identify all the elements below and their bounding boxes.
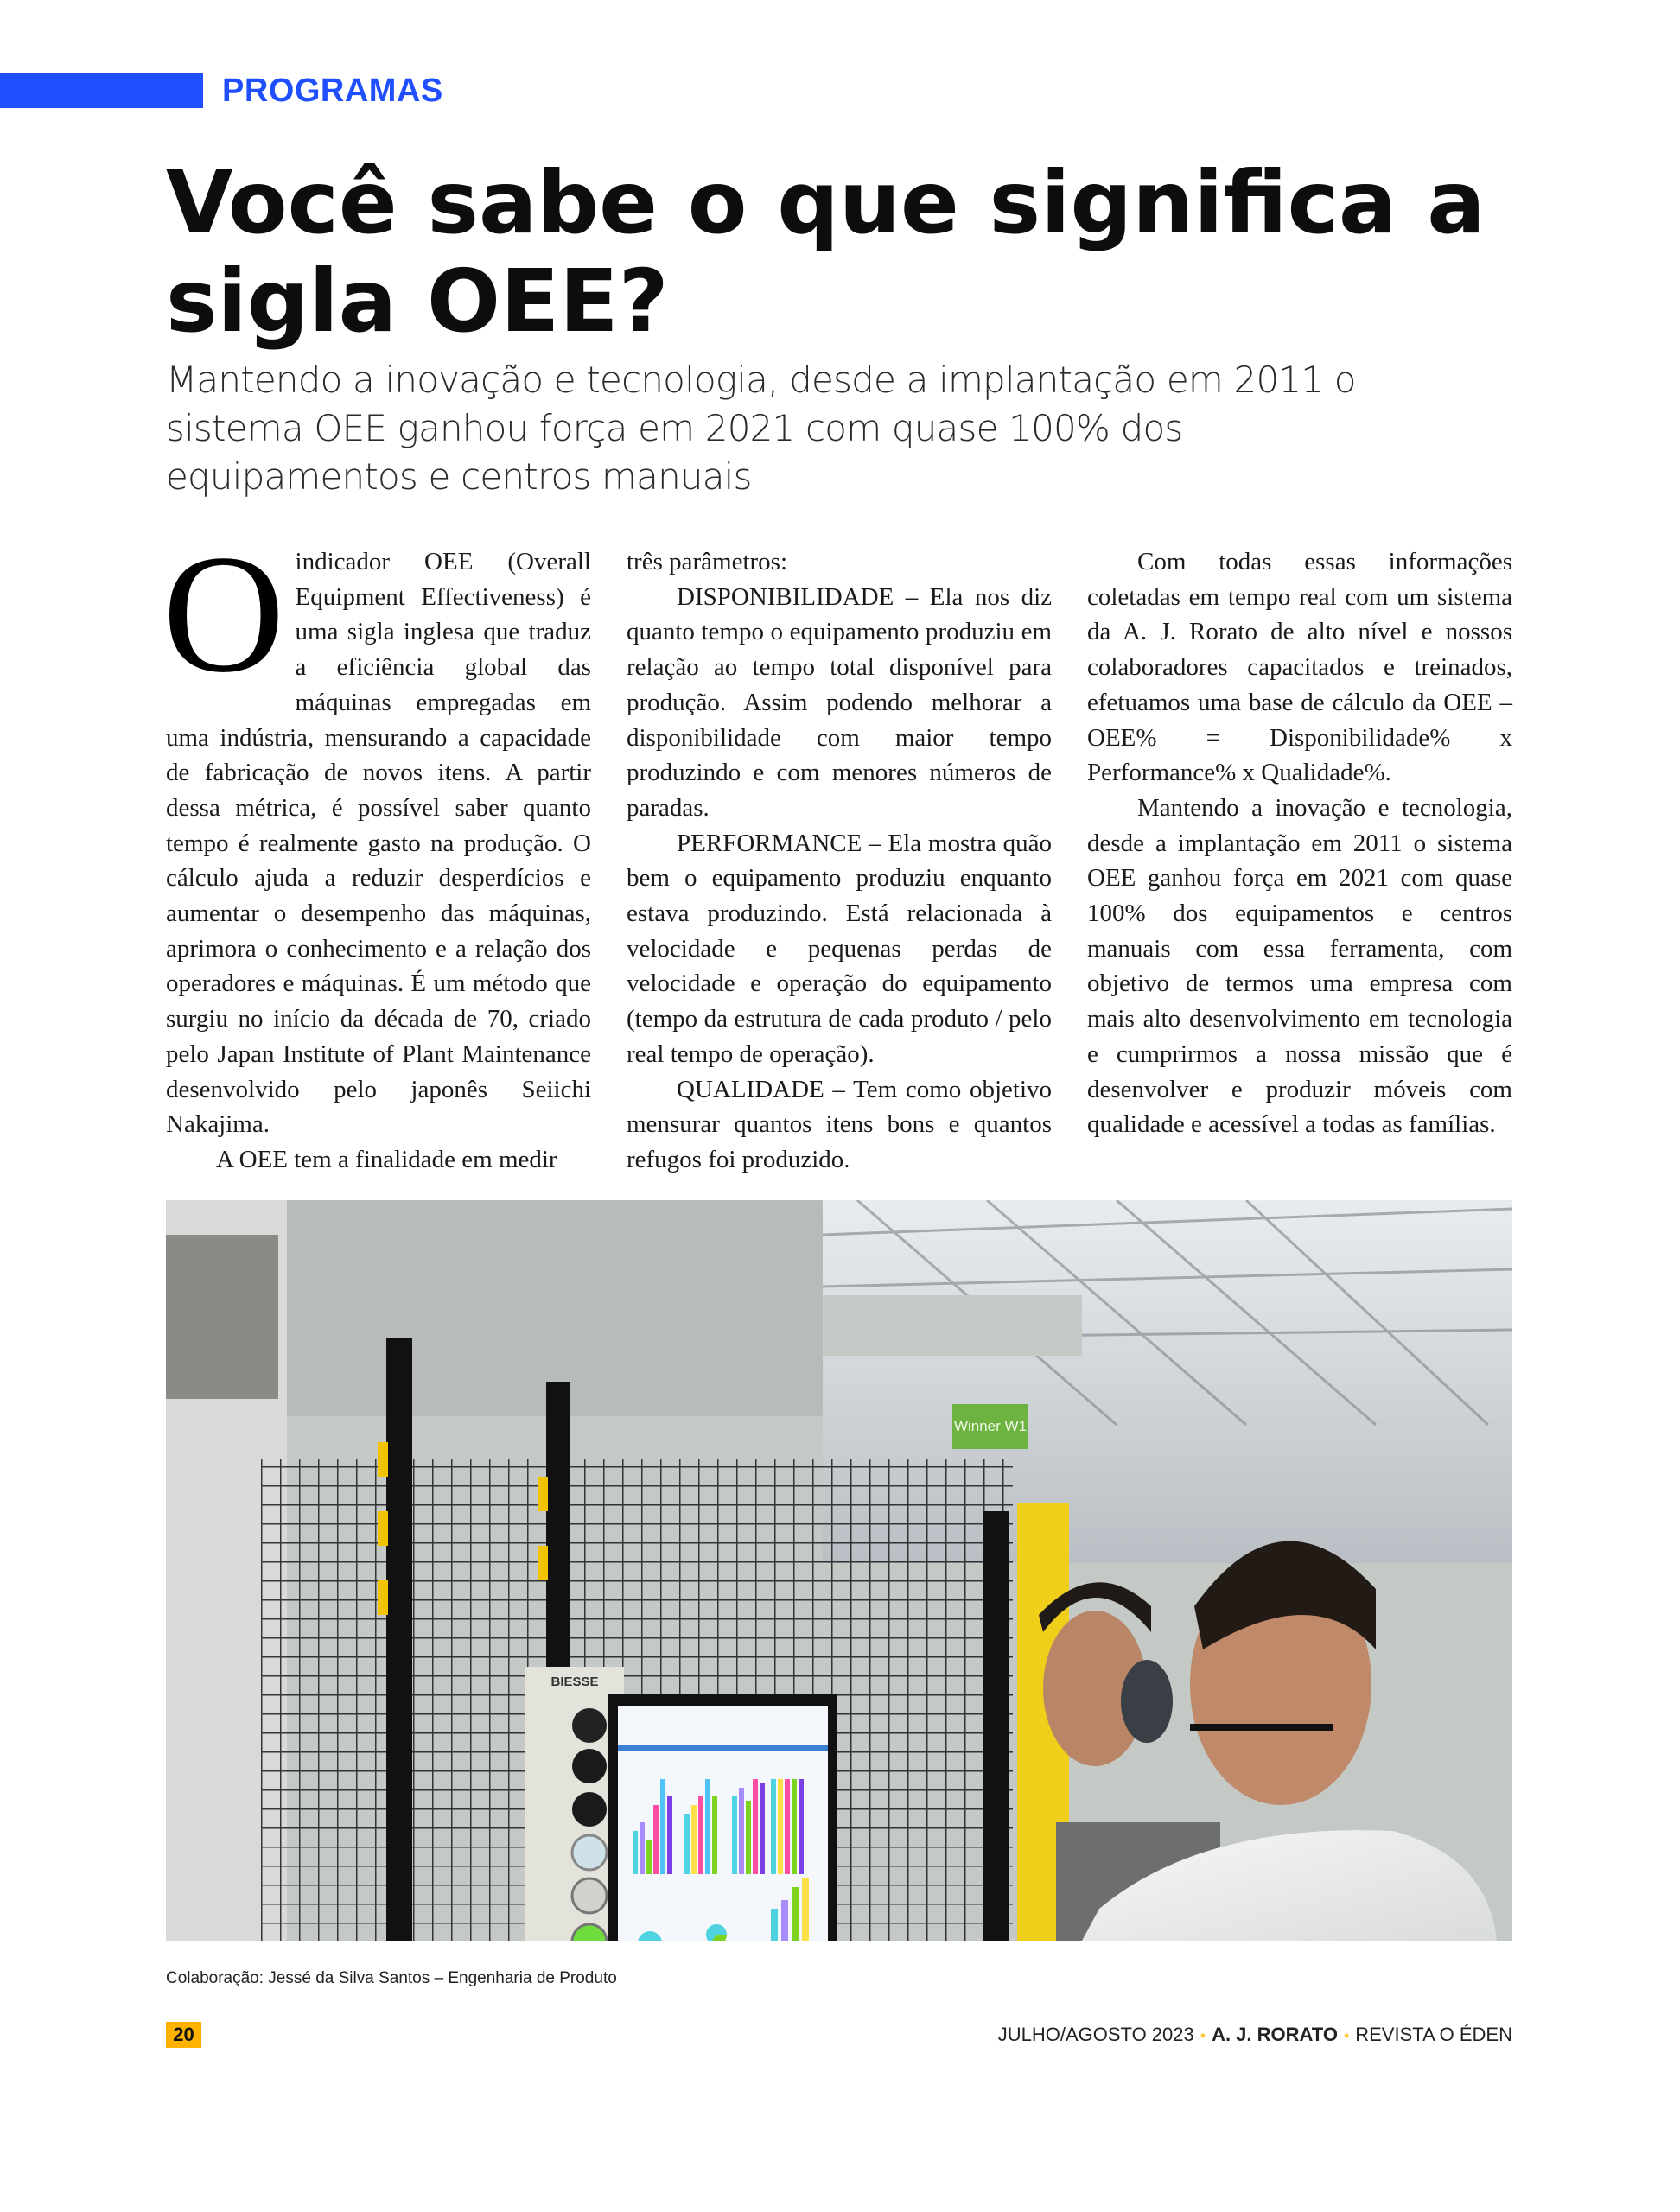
publication-name: REVISTA O ÉDEN	[1355, 2023, 1512, 2045]
separator-dot-icon: •	[1343, 2026, 1350, 2044]
paragraph: Mantendo a inovação e tecnologia, desde a implantação em 2011 o sistema OEE ganhou força em 2021 com quase 100% dos equipamentos e centros manuais com essa ferramenta, com objetivo de termos uma empresa com mais alto desenvolvimento em tecnologia e cumprirmos a nossa missão que é desenvolver e produzir móveis com qualidade e acessível a todas as famílias.	[1087, 793, 1512, 1139]
paragraph-qualidade: QUALIDADE – Tem como objetivo mensurar quantos itens bons e quantos refugos foi produzido.	[627, 1075, 1052, 1173]
body-column-2	[627, 544, 1052, 1178]
section-label: PROGRAMAS	[222, 73, 443, 109]
page-footer	[0, 2022, 1680, 2048]
article-title: Você sabe o que significa a sigla OEE?	[166, 152, 1486, 352]
separator-dot-icon: •	[1200, 2026, 1206, 2044]
drop-cap: O	[162, 520, 285, 708]
article-photo	[166, 1200, 1512, 1941]
body-column-1	[162, 520, 591, 1178]
paragraph: indicador OEE (Overall Equipment Effectiveness) é uma sigla inglesa que traduz a eficiência global das máquinas empregadas em uma indústria, mensurando a capacidade de fabricação de novos itens. A partir dessa métrica, é possível saber quanto tempo é realmente gasto na produção. O cálculo ajuda a reduzir desperdícios e aumentar o desempenho das máquinas, aprimora o conhecimento e a relação dos operadores e máquinas. É um método que surgiu no início da década de 70, criado pelo Japan Institute of Plant Maintenance desenvolvido pelo japonês Seiichi Nakajima.	[166, 548, 591, 1139]
paragraph-disponibilidade: DISPONIBILIDADE – Ela nos diz quanto tempo o equipamento produziu em relação ao tempo total disponível para produção. Assim podendo melhorar a disponibilidade com maior tempo produzindo e com menores números de paradas.	[627, 582, 1052, 822]
article-deck: Mantendo a inovação e tecnologia, desde a implantação em 2011 o sistema OEE ganhou força em 2021 com quase 100% dos equipamentos e centros manuais	[166, 359, 1356, 498]
company-name: A. J. RORATO	[1212, 2023, 1338, 2045]
biesse-logo-text: BIESSE	[550, 1674, 599, 1689]
page-number: 20	[166, 2022, 201, 2048]
issue-date: JULHO/AGOSTO 2023	[997, 2023, 1194, 2045]
paragraph: Com todas essas informações coletadas em tempo real com um sistema da A. J. Rorato de alto nível e nossos colaboradores capacitados e treinados, efetuamos uma base de cálculo da OEE – OEE% = Disponibilidade% x Performance% x Qualidade%.	[1087, 548, 1512, 787]
photo-caption: Colaboração: Jessé da Silva Santos – Engenharia de Produto	[166, 1968, 617, 1987]
headphones-icon	[1121, 1660, 1173, 1743]
paragraph: A OEE tem a finalidade em medir	[216, 1145, 557, 1173]
footer-running-head	[998, 2024, 1512, 2047]
winner-sign	[952, 1404, 1028, 1449]
section-color-bar	[0, 73, 203, 108]
body-column-3	[1087, 544, 1512, 1142]
factory-photo-illustration	[166, 1200, 1512, 1941]
section-header	[0, 71, 1680, 111]
article-body	[162, 520, 1512, 1178]
winner-sign-text: Winner W1	[953, 1417, 1028, 1434]
paragraph-performance: PERFORMANCE – Ela mostra quão bem o equipamento produziu enquanto estava produzindo. Está relacionada à velocidade e pequenas perdas de velocidade e operação do equipamento (tempo da estrutura de cada produto / pelo real tempo de operação).	[627, 829, 1052, 1068]
paragraph: três parâmetros:	[627, 548, 788, 575]
